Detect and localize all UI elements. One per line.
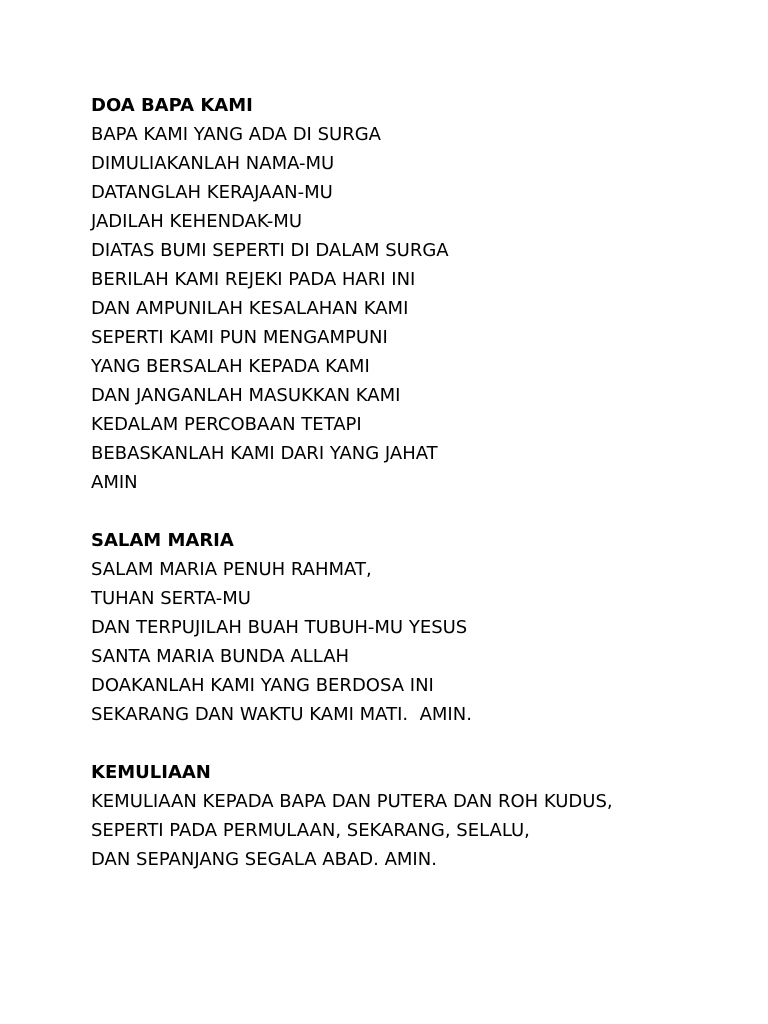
- prayer-line: KEMULIAAN KEPADA BAPA DAN PUTERA DAN ROH KUDUS,: [91, 791, 613, 812]
- document-body: [91, 91, 731, 903]
- prayer-line: DIATAS BUMI SEPERTI DI DALAM SURGA: [91, 240, 449, 261]
- prayer-line: DOAKANLAH KAMI YANG BERDOSA INI: [91, 675, 434, 696]
- prayer-line: YANG BERSALAH KEPADA KAMI: [91, 356, 370, 377]
- prayer-line: TUHAN SERTA-MU: [91, 588, 251, 609]
- prayer-line: BERILAH KAMI REJEKI PADA HARI INI: [91, 269, 416, 290]
- prayer-line: DAN JANGANLAH MASUKKAN KAMI: [91, 385, 401, 406]
- prayer-line: DAN TERPUJILAH BUAH TUBUH-MU YESUS: [91, 617, 468, 638]
- prayer-line: SANTA MARIA BUNDA ALLAH: [91, 646, 350, 667]
- prayer-heading: SALAM MARIA: [91, 530, 234, 551]
- prayer-line: SEPERTI KAMI PUN MENGAMPUNI: [91, 327, 388, 348]
- prayer-line: AMIN: [91, 472, 138, 493]
- prayer-line: DIMULIAKANLAH NAMA-MU: [91, 153, 335, 174]
- prayer-heading: KEMULIAAN: [91, 762, 211, 783]
- prayer-heading: DOA BAPA KAMI: [91, 95, 253, 116]
- prayer-line: KEDALAM PERCOBAAN TETAPI: [91, 414, 362, 435]
- prayer-salam-maria: [91, 526, 731, 729]
- prayer-line: DAN SEPANJANG SEGALA ABAD. AMIN.: [91, 849, 437, 870]
- prayer-line: DAN AMPUNILAH KESALAHAN KAMI: [91, 298, 409, 319]
- prayer-line: DATANGLAH KERAJAAN-MU: [91, 182, 333, 203]
- prayer-doa-bapa-kami: [91, 91, 731, 497]
- prayer-line: SEPERTI PADA PERMULAAN, SEKARANG, SELALU,: [91, 820, 530, 841]
- prayer-line: BEBASKANLAH KAMI DARI YANG JAHAT: [91, 443, 438, 464]
- prayer-line: JADILAH KEHENDAK-MU: [91, 211, 303, 232]
- prayer-kemuliaan: [91, 758, 731, 874]
- prayer-line: BAPA KAMI YANG ADA DI SURGA: [91, 124, 381, 145]
- prayer-line: SALAM MARIA PENUH RAHMAT,: [91, 559, 372, 580]
- prayer-line: SEKARANG DAN WAKTU KAMI MATI. AMIN.: [91, 704, 472, 725]
